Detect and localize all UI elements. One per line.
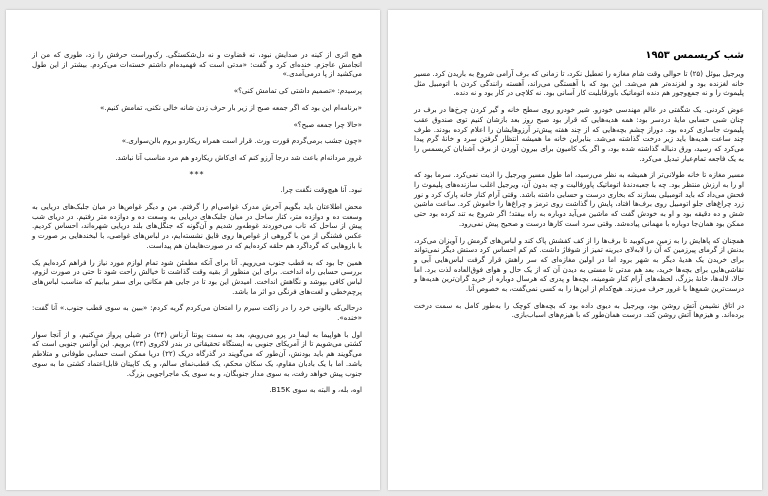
left-paragraph: «چون جشب برمی‌گردم قورت ورث. قرار است همراه ریکاردو بروم بالن‌سواری.»: [121, 136, 362, 146]
right-page: [388, 10, 762, 490]
right-paragraph: همچنان که پاهایش را به زمین می‌کوبید تا برف‌ها را از کف کفشش پاک کند و لباس‌های گرمش را آویزان می‌کرد، بدنش از گرمای پیرزمین که آن را لابه‌لای دیرینه تمیز از شوفاژ داشت. کم کم احساس کرد دستش دیگر نمی‌تواند برای خریدن یک هدیهٔ دیگر به شهر برود اما در اولین مغازه‌ای که سر راهش قرار گرفت لباس‌هایی آبی و نقاشی‌هایی برای بچه‌ها خرید، بعد هم مدتی تا مستی به دیدن آن که از یک حال و هوای فوق‌العاده لذت برد. اما حالا، لاله‌ها، خانهٔ بزرگ، لحظه‌های آرام کنار شومینه، بچه‌ها و پدری که هرسال دوباره از خرید گران‌ترین هدیه‌ها و درست‌ترین شمع‌ها با غرور حرف می‌زند. هیچ‌کدام از این‌ها را به کسی نمی‌گفت، به خصوص آنا.: [414, 235, 744, 294]
left-paragraph: محض اطلاعتان باید بگویم آخرش مدرک غواصی‌ام را گرفتم. من و دیگر غواص‌ها در میان جلبک‌های دریایی به وسعت ده و دوازده متر، کنار ساحل در میان جلبک‌های دریایی به وسعت ده و دوازده متر رفتیم. در دریای شب پیش از ساحل که تاب می‌خوردند غوطه‌ور شدیم و آن‌گونه که جنگل‌های بلند دریایی شهره‌اند، احساس کردیم. عکس فشنگی از من با گروهی از غواص‌ها روی قایق نشسته‌ایم، در لباس‌های غواصی، با لبخند‌هایی بر صورت و با بازوهایی که گرداگرد هم حلقه کرده‌ایم که در صورت‌هایمان هم پیداست.: [32, 202, 362, 250]
right-paragraph: مسیر مغازه تا خانه طولانی‌تر از همیشه به نظر می‌رسید، اما طول مسیر ویرجیل را اذیت نمی‌کرد. سرما بود که او را به ارزش منتظر بود. چه با جعبه‌دندهٔ اتوماتیک پاورفالیت و چه بدون آن، ویرجیل اغلب سازنده‌های پلیموث را فحش می‌داد که باید اتومبیلی بسازند که بخاری درست و حسابی داشته باشد. وقتی آرام کنار خانه پارک کرد و نور زرد چراغ‌های جلو اتومبیل روی برف‌ها افتاد، پایش را گذاشت روی ترمز و چراغ‌ها را خاموش کرد. ساعت ماشین شش و ده دقیقه بود و او به خودش گفت که ماشین می‌آید دوباره به راه بیفتد؛ اگر شروع به تند کرده بود حتی ممکن بود همان‌جا دوباره با مهمانی پیاده‌شد. وقتی سرد است کارها درست و صحیح پیش نمی‌رود.: [414, 170, 744, 228]
left-paragraph: هیچ اثری از کینه در صدایش نبود، نه قضاوت و نه دل‌شکستگی. رک‌وراست حرفش را زد، طوری که من از انجامش عاجزم. خنده‌ای کرد و گفت: «مدتی است که فهمیده‌ام داشتم خسته‌ات می‌کردم. بیشتر از این طول می‌کشید از پا درمی‌آمدی.»: [32, 50, 362, 79]
left-paragraph: همین جا بود که به قطب جنوب می‌رویم. آنا برای آنکه مطمئن شود تمام لوازم مورد نیاز را فراهم کرده‌ایم یک بررسی حسابی راه انداخت. برای این منظور از بقیه وقت گذاشت تا خیالش راحت شود تا حتی در صورت لزوم، لباس کافی بپوشد و نگاهش انداخت. امیدش این بود تا در جایی هم مکانی برای سفر بیابیم که مناسب لباس‌های پرچم‌خطی و لغت‌های فرنگی دو اثر ما باشد.: [32, 257, 362, 296]
left-page: [6, 10, 380, 490]
left-paragraph: درحالی‌که بالونی خرد را در زاکت سیرم را امتحان می‌کردم گریه کردم: «ببین به سوی قطب جنوب.» آنا گفت: «خنده».: [32, 303, 362, 323]
section-separator: ***: [189, 169, 205, 179]
right-paragraph: عوض کردنی. یک شگفتی در عالم مهندسی خودرو. شیر خودرو روی سطح خانه و گیر کردن چرخ‌ها در برف در چنان شبی حسابی مایهٔ دردسر بود: همه هدیه‌هایی که قرار بود صبح روز بعد بازشان کنیم توی صندوق عقب پلیموث جاسازی کرده بود. دوراز چشم بچه‌هایی که از چند هفته پیش‌تر آرزوهایشان را اعلام کرده بودند. طرف چند ساعت هدیه‌ها باید زیر درخت گذاشته می‌شد. بنابراین خانه ما همیشه انتظار گرفتن سرد و خانهٔ گرم پیدا می‌کرد که رسید، ورق دنباله گذاشته شده بود، و اگر یک کامیون برای بیرون آوردن از برف آشنایان کریسمس را به یک فاجعه تمام‌عیار تبدیل می‌کرد.: [414, 105, 744, 163]
right-paragraph: در اتاق نشیمن آتش روشن بود، ویرجیل به دیوی داده بود که بچه‌های کوچک را به‌طور کامل به سمت درخت برده‌اند. و هیزم‌ها آتش روشن کند. درست همان‌طور که با هیزم‌های اسباب‌بازی.: [414, 300, 744, 320]
left-paragraph: نبود. آنا هیچ‌وقت نگفت چرا.: [280, 185, 362, 195]
chapter-title: شب کریسمس ۱۹۵۳: [645, 50, 744, 61]
left-paragraph: اوه، بله، و البته به سوی B15K.: [269, 385, 362, 395]
right-paragraph: ویرجیل بیوئل (۲۵) تا حوالی وقت شام مغازه را تعطیل نکرد، تا زمانی که برف آرامی شروع به باریدن کرد. مسیر خانه لغزنده بود و لغزنده‌تر هم می‌شد. این بود که با آهستگی می‌راند، آهسته رانندگی کردن با اتومبیل مثل پلیموث را و نه جمع‌وجور هم دنده اتوماتیک باورقابلیت کار آسانی بود. نه کلاچی در کار بود و نه دنده.: [414, 69, 744, 98]
left-page-text: [32, 50, 362, 395]
left-paragraph: غرور مردانه‌ام باعث شد درجا آرزو کنم که ای‌کاش ریکاردو هم مرد مناسب آنا نباشد.: [115, 152, 362, 162]
left-paragraph: «حالا چرا جمعه صبح؟»: [293, 119, 362, 129]
right-page-text: [414, 69, 744, 320]
left-paragraph: پرسیدم: «تصمیم داشتی کی تمامش کنی؟»: [233, 86, 362, 96]
left-paragraph: «برنامه‌ام این بود که اگر جمعه صبح از زیر بار حرف زدن شانه خالی نکنی، تمامش کنیم.»: [100, 102, 362, 112]
left-paragraph: اول با هواپیما به لیما در پرو می‌رویم، بعد به سمت پونتا آرناس (۲۴) در شیلی پرواز می‌کنیم، و از آنجا سوار کشتی می‌شویم تا از آمریکای جنوبی به ایستگاه تحقیقاتی در بندر لاکروی (۲۳) برویم. این آوانس جنوبی است که می‌گویند هم باید بودنش، آن‌طور که می‌گویند در گذرگاه دریک (۲۲) دریا ممکن است حسابی طوفانی و متلاطم باشد. اما با یک بادبان مقاوم، یک سکان محکم، یک قطب‌نمای سالم، و یک کاپیتان قابل‌اعتماد کشتی ما به سوی جنوب پیش خواهد رفت، به سوی مدار جنوبگان، و به سوی یک ماجراجویی بزرگ.: [32, 329, 362, 378]
